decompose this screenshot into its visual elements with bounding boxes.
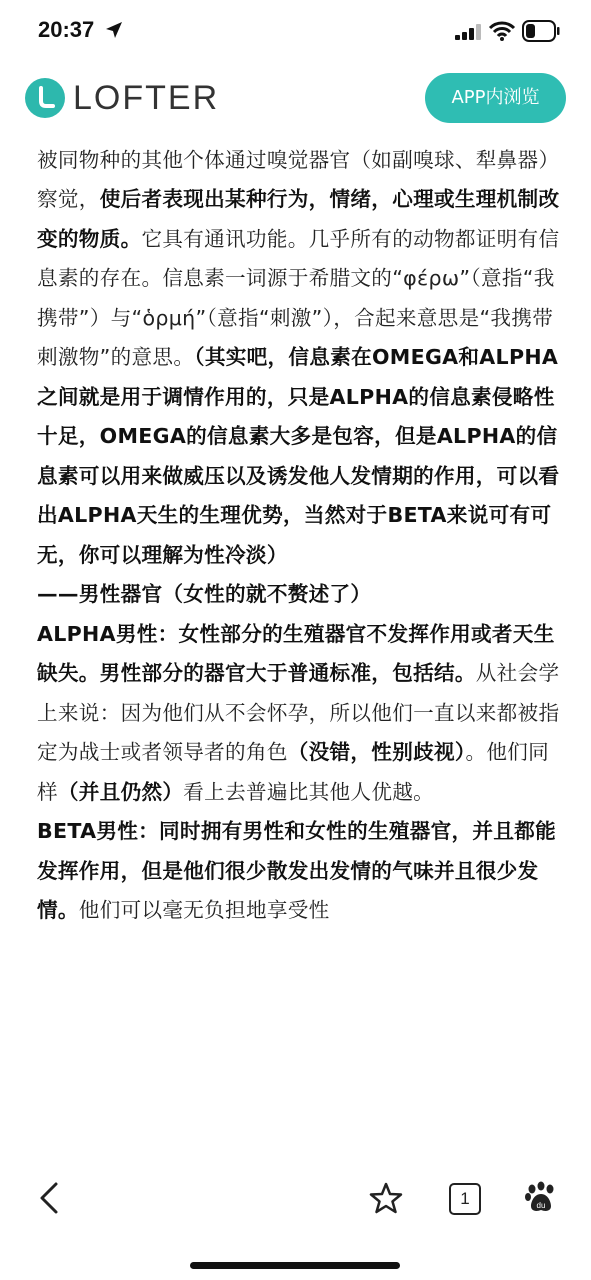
- open-in-app-button[interactable]: APP内浏览: [425, 73, 566, 123]
- tabs-icon[interactable]: [449, 1183, 481, 1215]
- wifi-icon: [489, 21, 515, 41]
- home-indicator[interactable]: [190, 1262, 400, 1269]
- paragraph-heading-male: [37, 575, 563, 615]
- battery-icon: [522, 20, 560, 42]
- text-span-bold: 使后者表现出某种行为，情绪，心理或生理机制改变的物质。: [37, 187, 560, 251]
- app-header: [0, 64, 591, 132]
- paragraph-pheromone: [37, 101, 563, 575]
- status-bar: [0, 0, 591, 64]
- text-span-bold: （其实吧，信息素在OMEGA和ALPHA之间就是用于调情作用的，只是ALPHA的信息素侵略性十足，OMEGA的信息素大多是包容，但是ALPHA的信息素可以用来做威压以及诱发他人发情期的作用，可以看出ALPHA天生的生理优势，当然对于BETA来说可有可无，你可以理解为性冷淡）: [37, 345, 560, 567]
- text-span-bold: ——男性器官（女性的就不赘述了）: [37, 582, 372, 606]
- text-span-bold: BETA男性：同时拥有男性和女性的生殖器官，并且都能发挥作用，但是他们很少散发出发情的气味并且很少发情。: [37, 819, 557, 922]
- logo-text: LOFTER: [73, 78, 220, 117]
- paragraph-alpha: [37, 615, 563, 813]
- svg-text:du: du: [536, 1201, 546, 1210]
- browser-toolbar: [0, 1162, 591, 1232]
- text-span: 被同物种的其他个体通过嗅觉器官（如副嗅球、犁鼻器）察觉，: [37, 147, 560, 211]
- text-span-bold: （没错，性别歧视）: [287, 740, 466, 764]
- status-time: 20:37: [38, 17, 95, 42]
- text-span: 它具有通讯功能。几乎所有的动物都证明有信息素的存在。信息素一词源于希腊文的“φέρω”（意指“我携带”）与“ὁρμή”（意指“刺激”），合起来意思是“我携带刺激物”的意思。: [37, 226, 560, 369]
- article-content: [0, 132, 591, 1162]
- back-icon[interactable]: [36, 1181, 62, 1215]
- paragraph-beta: [37, 812, 563, 931]
- article-text: [37, 101, 563, 931]
- text-span: 他们可以毫无负担地享受性: [78, 898, 330, 922]
- text-span: 看上去普遍比其他人优越。: [183, 779, 435, 804]
- lofter-logo-icon: [25, 78, 65, 118]
- tab-count: 1: [460, 1189, 470, 1208]
- text-span: 从社会学上来说：因为他们从不会怀孕，所以他们一直以来都被指定为战士或者领导者的角色: [37, 661, 560, 764]
- lofter-logo[interactable]: [25, 78, 219, 118]
- star-icon[interactable]: [369, 1181, 403, 1215]
- signal-icon: [455, 24, 483, 40]
- text-span-bold: （并且仍然）: [57, 779, 184, 804]
- text-span: 。他们同样: [37, 740, 550, 804]
- text-span-bold: ALPHA男性：女性部分的生殖器官不发挥作用或者天生缺失。男性部分的器官大于普通标准，包括结。: [37, 621, 555, 685]
- baidu-paw-icon[interactable]: [524, 1180, 558, 1214]
- location-arrow-icon: [104, 20, 124, 40]
